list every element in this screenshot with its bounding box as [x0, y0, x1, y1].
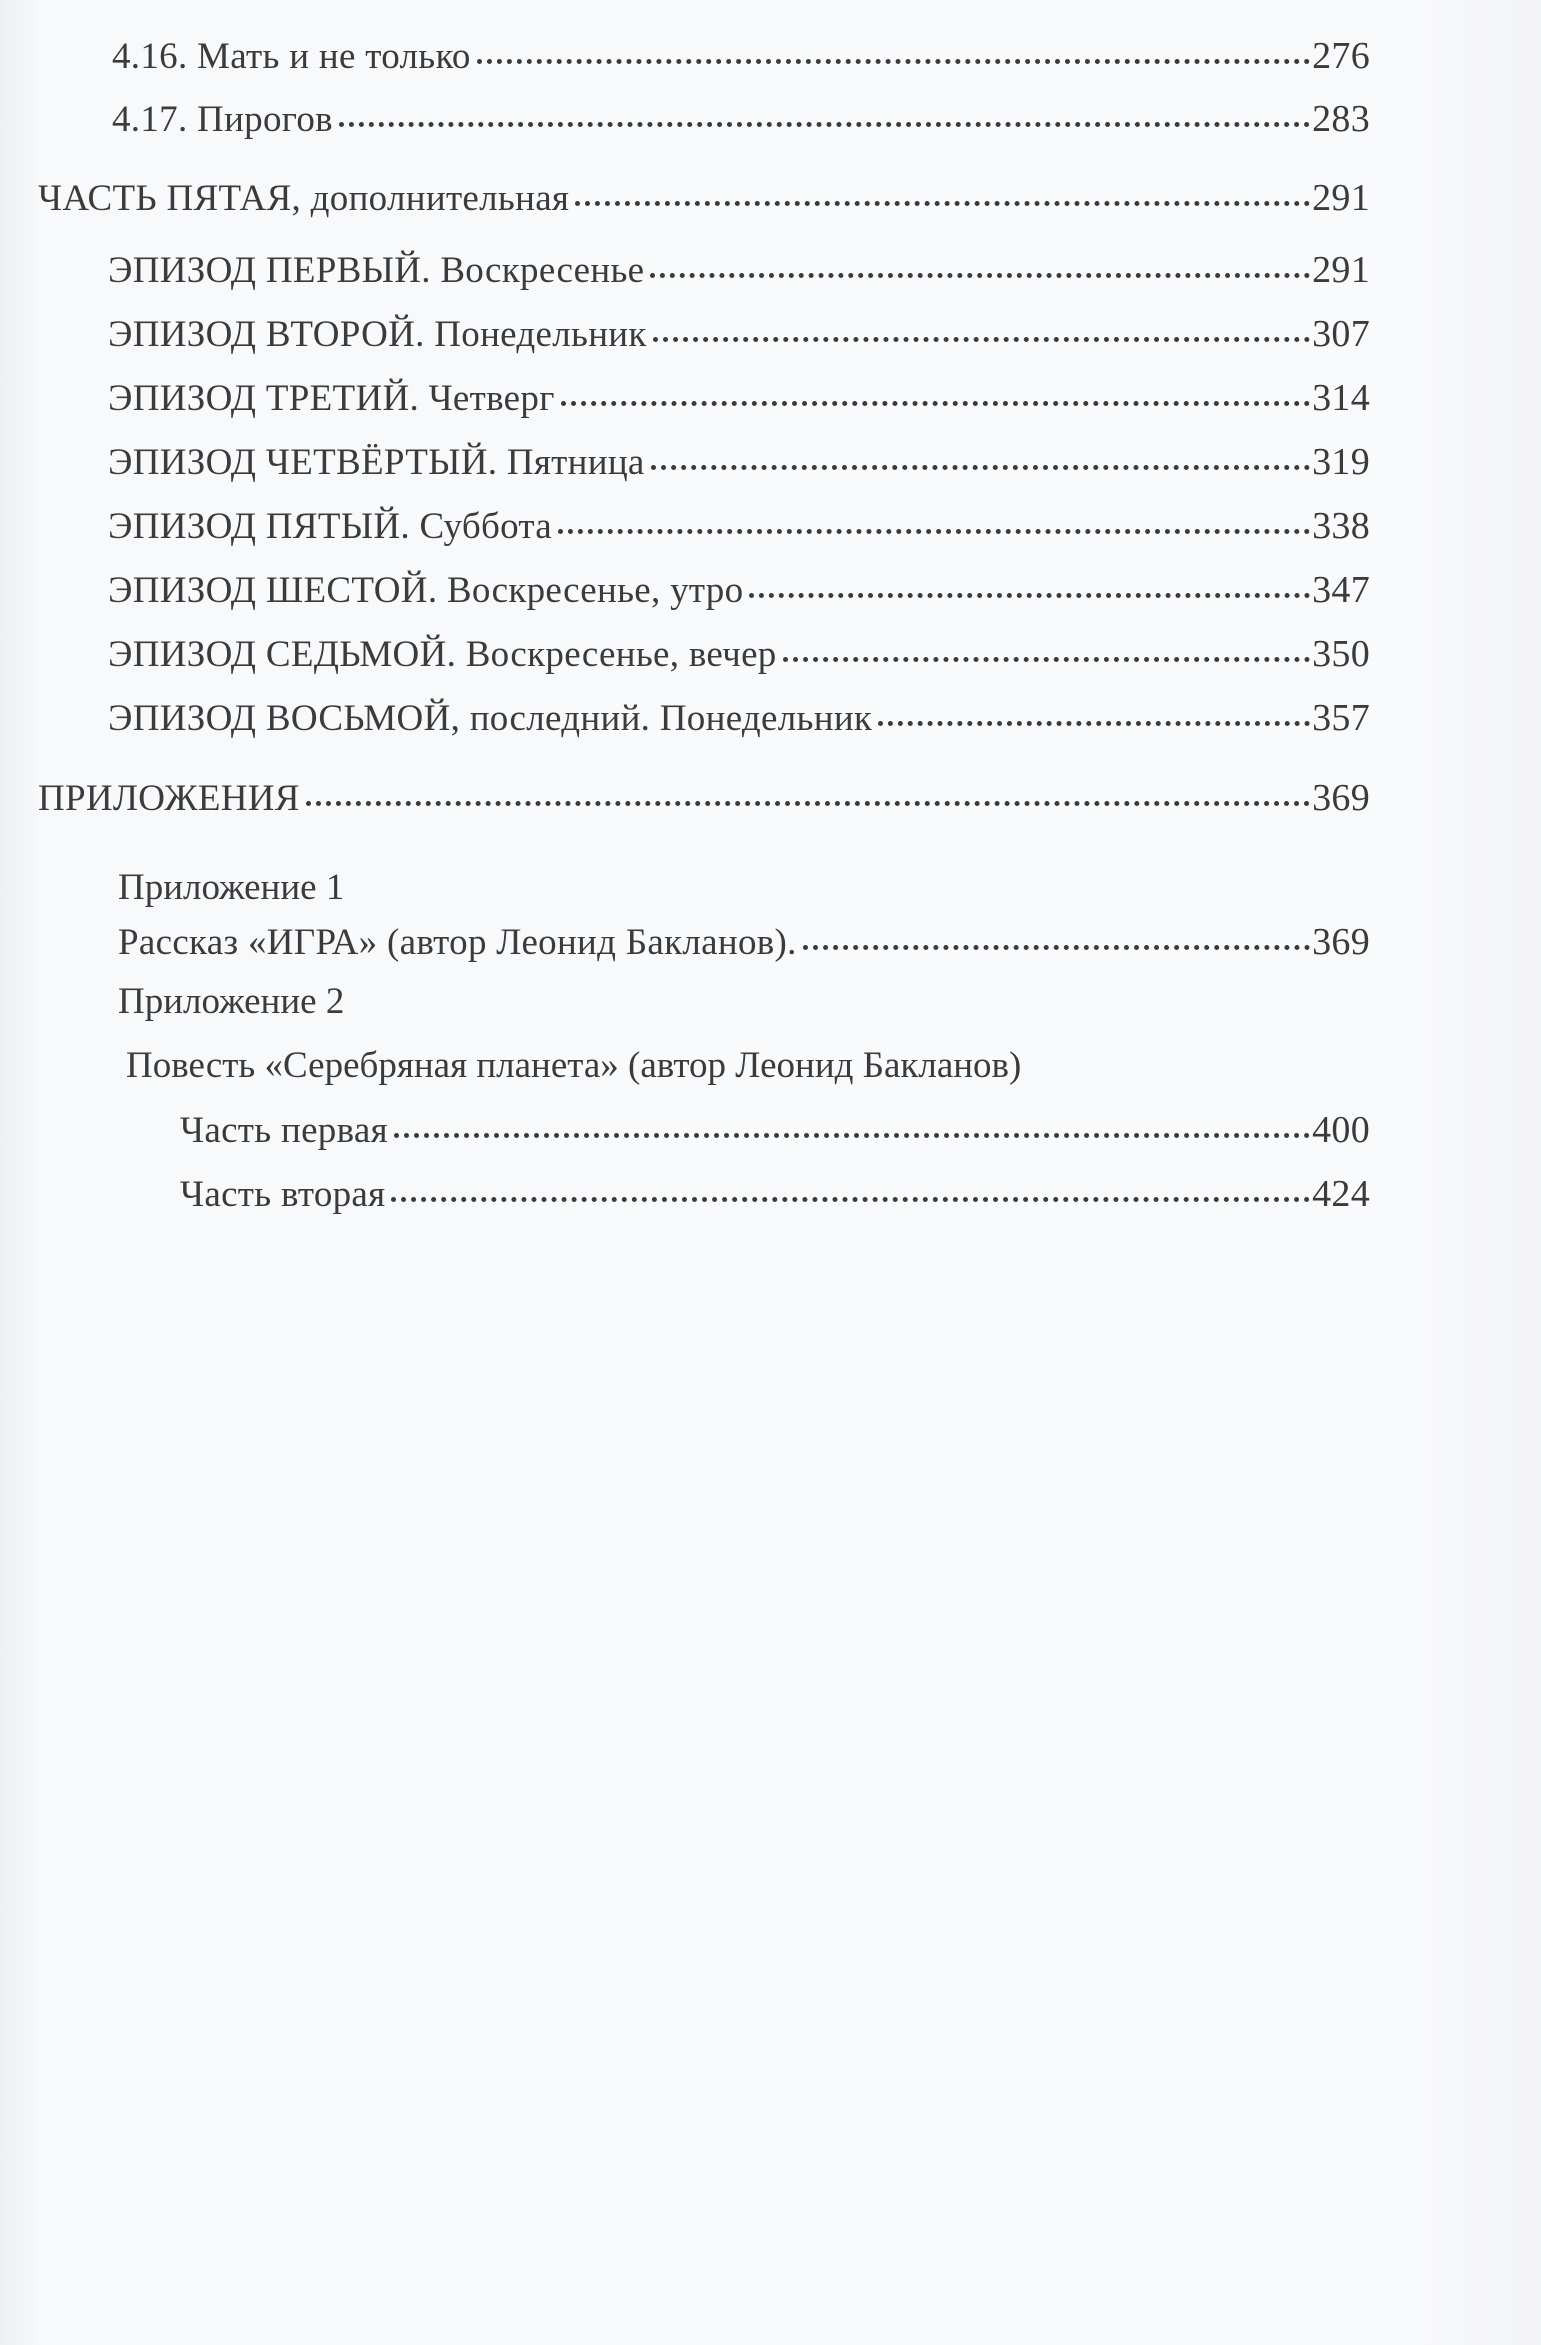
leader-dots: [558, 529, 1310, 534]
leader-dots: [339, 122, 1310, 127]
leader-dots: [561, 401, 1310, 406]
leader-dots: [477, 59, 1310, 64]
toc-entry-label: ПРИЛОЖЕНИЯ: [38, 778, 300, 819]
toc-page-number: 357: [1312, 697, 1370, 739]
leader-dots: [783, 657, 1310, 662]
toc-entry-label: ЭПИЗОД ШЕСТОЙ. Воскресенье, утро: [108, 570, 744, 611]
toc-page-number: 347: [1312, 569, 1370, 611]
toc-page-number: 369: [1312, 921, 1370, 963]
toc-page-number: 338: [1312, 505, 1370, 547]
toc-entry-label: Часть вторая: [180, 1174, 386, 1215]
toc-page-number: 307: [1312, 313, 1370, 355]
leader-dots: [391, 1197, 1310, 1202]
toc-entry-label: ЭПИЗОД ВОСЬМОЙ, последний. Понедельник: [108, 698, 873, 739]
toc-part-heading[interactable]: [38, 768, 1370, 828]
toc-page-number: 369: [1312, 777, 1370, 819]
toc-entry-label: ЧАСТЬ ПЯТАЯ, дополнительная: [38, 178, 570, 219]
leader-dots: [650, 273, 1310, 278]
toc-page-number: 400: [1312, 1109, 1370, 1151]
toc-entry[interactable]: [108, 240, 1370, 300]
toc-entry[interactable]: [108, 304, 1370, 364]
toc-page-number: 350: [1312, 633, 1370, 675]
toc-entry-label: ЭПИЗОД ПЕРВЫЙ. Воскресенье: [108, 250, 645, 291]
leader-dots: [651, 465, 1310, 470]
toc-entry-label: ЭПИЗОД ЧЕТВЁРТЫЙ. Пятница: [108, 442, 645, 483]
toc-entry[interactable]: [180, 1100, 1370, 1160]
toc-entry[interactable]: [108, 496, 1370, 556]
toc-entry-label: ЭПИЗОД ВТОРОЙ. Понедельник: [108, 314, 647, 355]
toc-entry-label: ЭПИЗОД СЕДЬМОЙ. Воскресенье, вечер: [108, 634, 777, 675]
toc-entry[interactable]: [180, 1164, 1370, 1224]
leader-dots: [306, 801, 1310, 806]
toc-page-number: 319: [1312, 441, 1370, 483]
toc-entry[interactable]: [108, 560, 1370, 620]
toc-entry-label: ЭПИЗОД ПЯТЫЙ. Суббота: [108, 506, 553, 547]
leader-dots: [803, 945, 1310, 950]
toc-page-number: 291: [1312, 249, 1370, 291]
toc-entry-label: 4.16. Мать и не только: [112, 36, 471, 77]
appendix-heading: Приложение 2: [118, 981, 345, 1022]
appendix-heading: Приложение 1: [118, 867, 345, 908]
toc-entry[interactable]: [118, 912, 1370, 972]
toc-entry[interactable]: [112, 89, 1370, 149]
toc-entry-label: Рассказ «ИГРА» (автор Леонид Бакланов).: [118, 922, 797, 963]
leader-dots: [749, 593, 1310, 598]
toc-entry[interactable]: [108, 624, 1370, 684]
leader-dots: [878, 721, 1310, 726]
leader-dots: [653, 337, 1310, 342]
leader-dots: [575, 201, 1310, 206]
toc-entry-title: Повесть «Серебряная планета» (автор Леонид Бакланов): [126, 1045, 1022, 1086]
toc-entry[interactable]: [108, 688, 1370, 748]
toc-page-number: 424: [1312, 1173, 1370, 1215]
toc-entry[interactable]: [112, 26, 1370, 86]
toc-page-number: 314: [1312, 377, 1370, 419]
toc-page-number: 291: [1312, 177, 1370, 219]
toc-page-number: 276: [1312, 35, 1370, 77]
toc-page-number: 283: [1312, 98, 1370, 140]
leader-dots: [394, 1133, 1310, 1138]
toc-entry[interactable]: [108, 368, 1370, 428]
toc-entry-label: 4.17. Пирогов: [112, 99, 333, 140]
toc-entry[interactable]: [108, 432, 1370, 492]
toc-part-heading[interactable]: [38, 168, 1370, 228]
toc-entry-label: ЭПИЗОД ТРЕТИЙ. Четверг: [108, 378, 555, 419]
toc-entry-label: Часть первая: [180, 1110, 388, 1151]
